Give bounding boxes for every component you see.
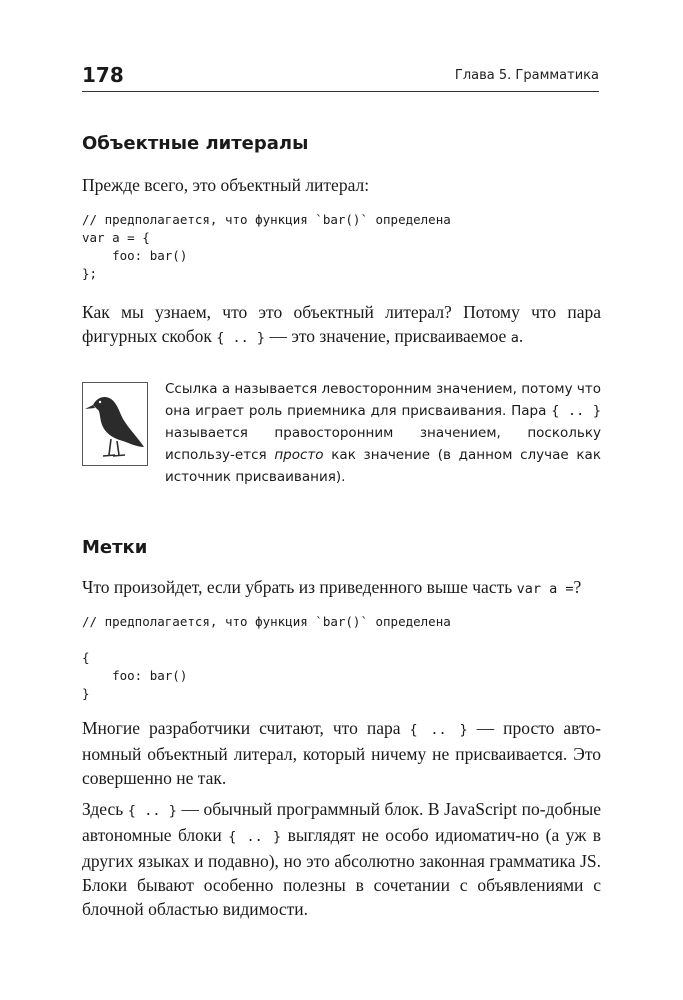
inline-code: a <box>510 330 519 346</box>
code-line: // предполагается, что функция `bar()` определена <box>82 614 451 629</box>
header-rule <box>82 91 599 92</box>
note-text <box>165 378 601 488</box>
section-title-object-literals: Объектные литералы <box>82 133 309 154</box>
text-run: называется правосторонним значением, поскольку использу-ется <box>165 425 601 463</box>
code-line: foo: bar() <box>82 248 188 263</box>
inline-code: { .. } <box>551 403 601 419</box>
text-run: Ссылка <box>165 381 222 397</box>
text-run: Как мы узнаем, что это объектный литерал? Потому что пара фигурных скобок <box>82 302 601 346</box>
section2-paragraph-2 <box>82 797 601 921</box>
text-run: выглядят не особо идиоматич-но (а уж в других языках и подавно), но это абсолютно законная грамматика JS. Блоки бывают особенно полезны в сочетании с объявлениями с блочной областью видимости. <box>82 825 601 919</box>
code-line: { <box>82 650 90 665</box>
page-number: 178 <box>82 63 124 87</box>
text-run: — это значение, присваиваемое <box>265 326 511 346</box>
code-line: var a = { <box>82 230 150 245</box>
section-title-labels: Метки <box>82 537 148 558</box>
section1-intro: Прежде всего, это объектный литерал: <box>82 175 370 195</box>
code-line: foo: bar() <box>82 668 188 683</box>
inline-code: var a = <box>516 581 574 597</box>
code-line: }; <box>82 266 98 281</box>
crow-icon <box>82 382 148 466</box>
text-run: — обычный программный блок. В JavaScript по-добные автономные блоки <box>82 799 601 845</box>
inline-code: { .. } <box>127 803 177 819</box>
text-run: — просто авто-номный объектный литерал, который ничему не присваивается. Это совершенно не так. <box>82 718 601 788</box>
section2-paragraph-1 <box>82 716 601 790</box>
text-run: Здесь <box>82 799 128 819</box>
code-block-1 <box>82 211 451 283</box>
section2-intro <box>82 575 601 601</box>
text-run: . <box>518 326 524 346</box>
text-run: ? <box>573 577 582 597</box>
code-line: // предполагается, что функция `bar()` определена <box>82 212 451 227</box>
running-head: Глава 5. Грамматика <box>454 68 599 83</box>
inline-code: { .. } <box>216 330 266 346</box>
inline-code: a <box>221 381 231 397</box>
text-run: Многие разработчики считают, что пара <box>82 718 410 738</box>
text-run: Что произойдет, если убрать из приведенного выше часть <box>82 577 517 597</box>
inline-code: { .. } <box>409 722 468 738</box>
emphasis: просто <box>274 447 324 463</box>
text-run: как значение (в данном случае как источник присваивания). <box>165 447 601 485</box>
code-block-2 <box>82 613 451 703</box>
inline-code: { .. } <box>228 829 282 845</box>
text-run: называется левосторонним значением, потому что она играет роль приемника для присваивания. Пара <box>165 381 601 419</box>
code-line: } <box>82 686 90 701</box>
section1-paragraph <box>82 300 601 350</box>
